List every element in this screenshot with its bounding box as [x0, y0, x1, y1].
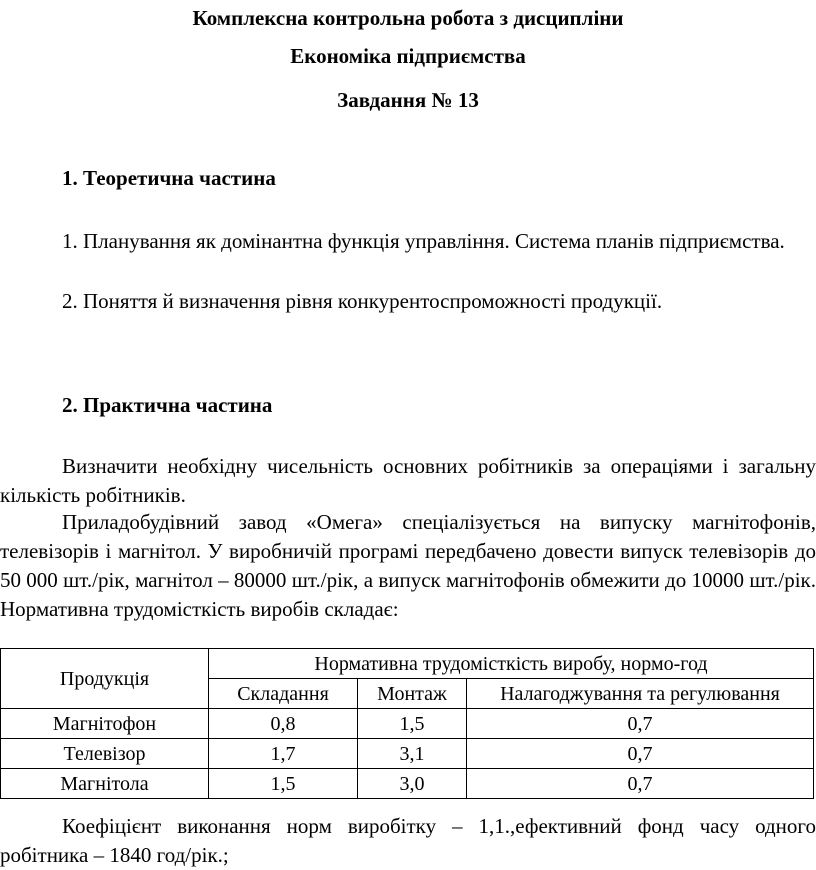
row-value: 0,7	[467, 769, 814, 799]
subheader-mounting: Монтаж	[358, 679, 467, 709]
row-value: 1,5	[358, 709, 467, 739]
header-product: Продукція	[1, 649, 209, 709]
practice-paragraph-1: Визначити необхідну чисельність основних робітників за операціями і загальну кількість робітників.	[0, 454, 816, 507]
title-line-3: Завдання № 13	[337, 88, 479, 112]
theory-item-1: 1. Планування як домінантна функція управління. Система планів підприємства.	[62, 229, 785, 253]
theory-heading: 1. Теоретична частина	[62, 166, 276, 190]
row-value: 3,1	[358, 739, 467, 769]
table-row	[1, 739, 814, 769]
title-line-2: Економіка підприємства	[290, 44, 526, 68]
table-header-row	[1, 649, 814, 679]
theory-item-2: 2. Поняття й визначення рівня конкурентоспроможності продукції.	[62, 289, 663, 313]
subheader-assembly: Складання	[209, 679, 358, 709]
row-value: 0,7	[467, 739, 814, 769]
header-labor-intensity: Нормативна трудомісткість виробу, нормо-год	[209, 649, 814, 679]
title-line-1: Комплексна контрольна робота з дисципліни	[192, 6, 624, 30]
labor-intensity-table	[0, 648, 814, 799]
row-product: Телевізор	[1, 739, 209, 769]
row-product: Магнітола	[1, 769, 209, 799]
row-value: 1,5	[209, 769, 358, 799]
row-product: Магнітофон	[1, 709, 209, 739]
row-value: 0,8	[209, 709, 358, 739]
practice-heading: 2. Практична частина	[62, 393, 273, 417]
table-row	[1, 769, 814, 799]
subheader-adjustment: Налагоджування та регулювання	[467, 679, 814, 709]
row-value: 0,7	[467, 709, 814, 739]
row-value: 1,7	[209, 739, 358, 769]
table-row	[1, 709, 814, 739]
practice-paragraph-3: Коефіцієнт виконання норм виробітку – 1,1.,ефективний фонд часу одного робітника – 1840 год/рік.;	[0, 814, 816, 867]
row-value: 3,0	[358, 769, 467, 799]
practice-paragraph-2: Приладобудівний завод «Омега» спеціалізується на випуску магнітофонів, телевізорів і магнітол. У виробничій програмі передбачено довести випуск телевізорів до 50 000 шт./рік, магнітол – 80000 шт./рік, а випуск магнітофонів обмежити до 10000 шт./рік. Нормативна трудомісткість виробів складає:	[0, 510, 816, 621]
